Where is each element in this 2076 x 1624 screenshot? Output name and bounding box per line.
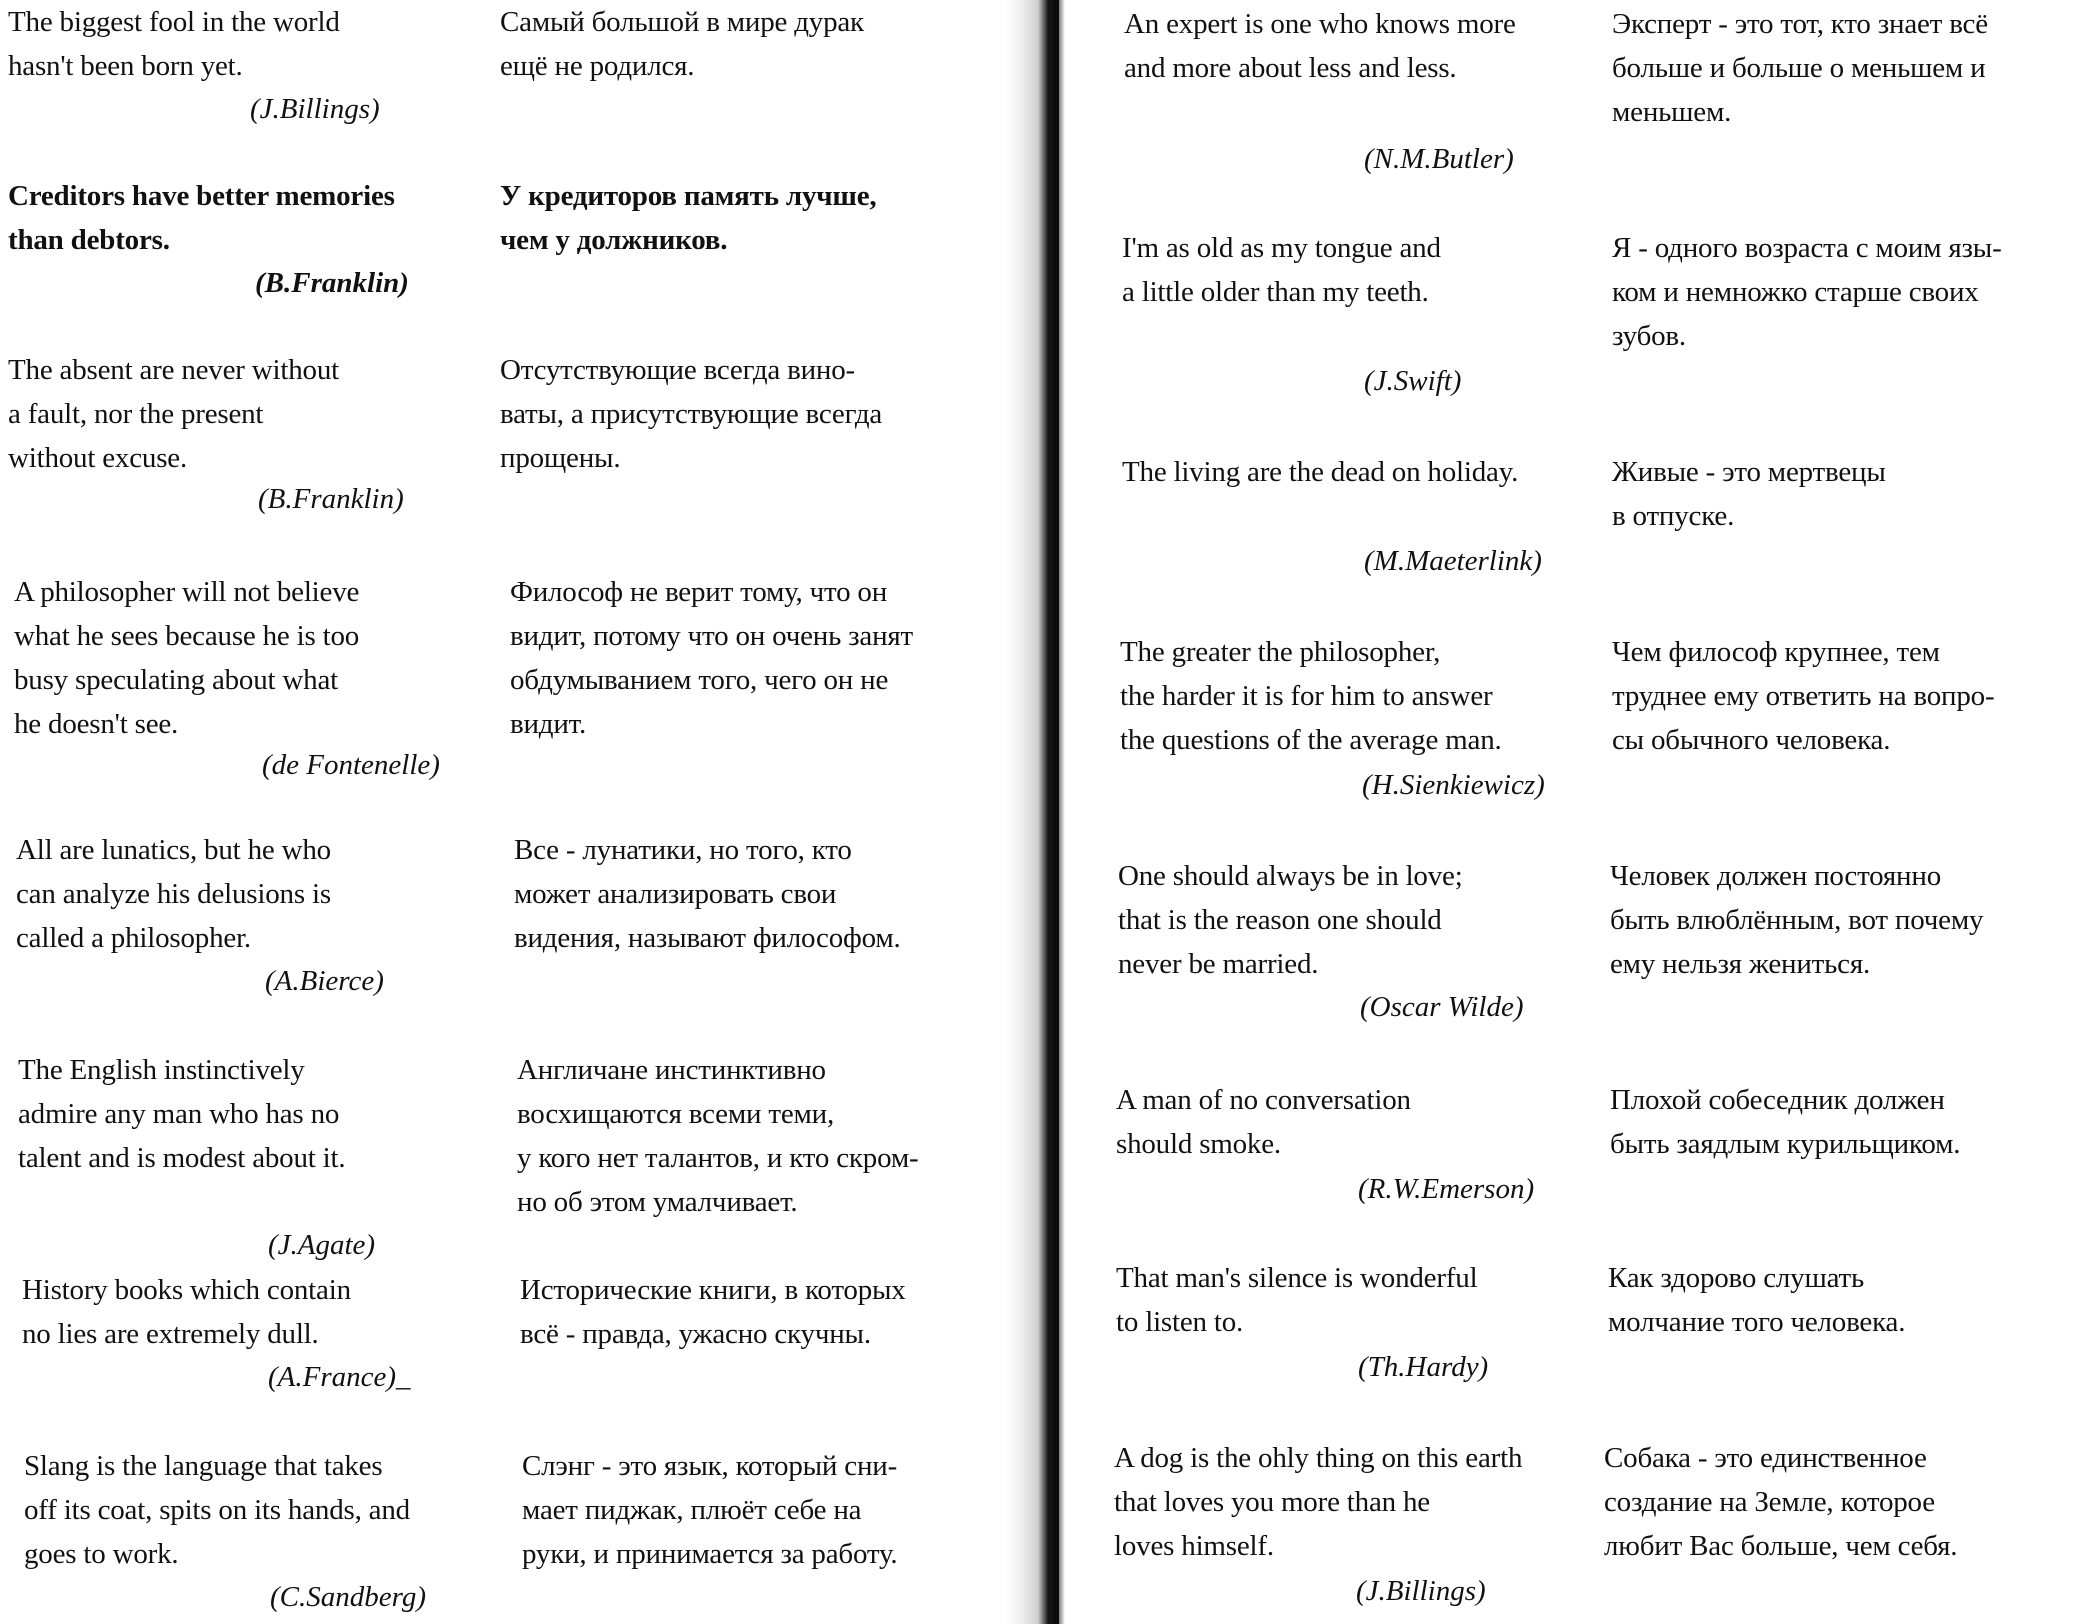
quote-line: can analyze his delusions is — [16, 878, 331, 910]
quote-russian — [510, 570, 1030, 746]
quote-line: зубов. — [1612, 320, 1686, 352]
quote-line: than debtors. — [8, 224, 170, 256]
quote-english — [1124, 2, 1604, 90]
quote-line: Человек должен постоянно — [1610, 860, 1941, 892]
quote-line: and more about less and less. — [1124, 52, 1457, 84]
quote-line: руки, и принимается за работу. — [522, 1538, 898, 1570]
quote-russian — [517, 1048, 1037, 1224]
quote-line: never be married. — [1118, 948, 1319, 980]
quote-line: Собака - это единственное — [1604, 1442, 1927, 1474]
quote-author: (J.Swift) — [1364, 365, 1462, 397]
quote-russian — [1610, 1078, 2076, 1166]
quote-line: talent and is modest about it. — [18, 1142, 346, 1174]
quote-line: Все - лунатики, но того, кто — [514, 834, 852, 866]
quote-line: Самый большой в мире дурак — [500, 6, 864, 38]
quote-line: that loves you more than he — [1114, 1486, 1430, 1518]
quote-russian — [500, 0, 1020, 88]
quote-line: a little older than my teeth. — [1122, 276, 1429, 308]
quote-author: (A.France)_ — [268, 1361, 411, 1393]
quote-english — [1122, 226, 1602, 314]
quote-line: ему нельзя жениться. — [1610, 948, 1871, 980]
quote-line: Creditors have better memories — [8, 180, 395, 212]
quote-line: Как здорово слушать — [1608, 1262, 1864, 1294]
quote-line: That man's silence is wonderful — [1116, 1262, 1478, 1294]
quote-line: ком и немножко старше своих — [1612, 276, 1979, 308]
quote-author: (J.Billings) — [250, 93, 380, 125]
quote-line: the questions of the average man. — [1120, 724, 1502, 756]
quote-russian — [1612, 630, 2076, 762]
quote-line: создание на Земле, которое — [1604, 1486, 1935, 1518]
quote-english — [8, 348, 488, 480]
quote-author: (N.M.Butler) — [1364, 143, 1514, 175]
quote-line: An expert is one who knows more — [1124, 8, 1516, 40]
quote-line: A man of no conversation — [1116, 1084, 1411, 1116]
quote-english — [1120, 630, 1600, 762]
quote-line: without excuse. — [8, 442, 188, 474]
quote-author: (A.Bierce) — [265, 965, 384, 997]
quote-line: У кредиторов память лучше, — [500, 180, 877, 212]
quote-line: A philosopher will not believe — [14, 576, 360, 608]
quote-english — [22, 1268, 502, 1356]
quote-line: быть заядлым курильщиком. — [1610, 1128, 1961, 1160]
quote-english — [1118, 854, 1598, 986]
quote-line: The absent are never without — [8, 354, 339, 386]
quote-author: (M.Maeterlink) — [1364, 545, 1542, 577]
quote-line: Эксперт - это тот, кто знает всё — [1612, 8, 1988, 40]
quote-line: The biggest fool in the world — [8, 6, 340, 38]
quote-line: обдумыванием того, чего он не — [510, 664, 889, 696]
quote-line: в отпуске. — [1612, 500, 1735, 532]
quote-line: no lies are extremely dull. — [22, 1318, 319, 1350]
quote-line: но об этом умалчивает. — [517, 1186, 798, 1218]
quote-line: the harder it is for him to answer — [1120, 680, 1493, 712]
quote-line: admire any man who has no — [18, 1098, 340, 1130]
quote-line: loves himself. — [1114, 1530, 1274, 1562]
right-page — [1060, 0, 2076, 1624]
quote-line: goes to work. — [24, 1538, 179, 1570]
quote-line: Отсутствующие всегда вино- — [500, 354, 856, 386]
quote-line: молчание того человека. — [1608, 1306, 1906, 1338]
quote-russian — [500, 174, 1020, 262]
quote-english — [1122, 450, 1602, 494]
quote-english — [1116, 1078, 1596, 1166]
quote-line: I'm as old as my tongue and — [1122, 232, 1441, 264]
quote-line: видит, потому что он очень занят — [510, 620, 914, 652]
quote-line: off its coat, spits on its hands, and — [24, 1494, 410, 1526]
quote-line: a fault, nor the present — [8, 398, 264, 430]
quote-line: мает пиджак, плюёт себе на — [522, 1494, 862, 1526]
quote-line: busy speculating about what — [14, 664, 339, 696]
quote-russian — [1612, 2, 2076, 134]
quote-russian — [1610, 854, 2076, 986]
quote-line: he doesn't see. — [14, 708, 179, 740]
quote-author: (B.Franklin) — [258, 483, 404, 515]
quote-line: Философ не верит тому, что он — [510, 576, 888, 608]
quote-line: ваты, а присутствующие всегда — [500, 398, 883, 430]
quote-line: быть влюблённым, вот почему — [1610, 904, 1984, 936]
quote-line: Исторические книги, в которых — [520, 1274, 906, 1306]
quote-line: The greater the philosopher, — [1120, 636, 1441, 668]
quote-line: ещё не родился. — [500, 50, 695, 82]
quote-line: может анализировать свои — [514, 878, 837, 910]
quote-russian — [520, 1268, 1040, 1356]
quote-line: Чем философ крупнее, тем — [1612, 636, 1940, 668]
quote-author: (Th.Hardy) — [1358, 1351, 1489, 1383]
quote-line: видит. — [510, 708, 587, 740]
quote-russian — [1612, 226, 2076, 358]
quote-line: that is the reason one should — [1118, 904, 1442, 936]
quote-russian — [500, 348, 1020, 480]
quote-line: Живые - это мертвецы — [1612, 456, 1886, 488]
quote-line: видения, называют философом. — [514, 922, 901, 954]
quote-english — [8, 174, 488, 262]
quote-line: Англичане инстинктивно — [517, 1054, 826, 1086]
quote-author: (C.Sandberg) — [270, 1581, 426, 1613]
quote-line: what he sees because he is too — [14, 620, 360, 652]
quote-russian — [522, 1444, 1042, 1576]
quote-line: Slang is the language that takes — [24, 1450, 383, 1482]
quote-line: труднее ему ответить на вопро- — [1612, 680, 1995, 712]
quote-author: (J.Billings) — [1356, 1575, 1486, 1607]
quote-english — [16, 828, 496, 960]
quote-english — [24, 1444, 504, 1576]
quote-line: to listen to. — [1116, 1306, 1244, 1338]
quote-english — [8, 0, 488, 88]
quote-line: всё - правда, ужасно скучны. — [520, 1318, 871, 1350]
quote-author: (de Fontenelle) — [262, 749, 440, 781]
quote-russian — [514, 828, 1034, 960]
quote-author: (H.Sienkiewicz) — [1362, 769, 1545, 801]
quote-english — [1114, 1436, 1594, 1568]
quote-line: One should always be in love; — [1118, 860, 1463, 892]
quote-line: The English instinctively — [18, 1054, 305, 1086]
quote-line: чем у должников. — [500, 224, 728, 256]
quote-author: (Oscar Wilde) — [1360, 991, 1524, 1023]
quote-line: The living are the dead on holiday. — [1122, 456, 1519, 488]
quote-line: прощены. — [500, 442, 621, 474]
quote-line: больше и больше о меньшем и — [1612, 52, 1986, 84]
quote-line: History books which contain — [22, 1274, 351, 1306]
quote-line: should smoke. — [1116, 1128, 1281, 1160]
quote-line: любит Вас больше, чем себя. — [1604, 1530, 1958, 1562]
quote-line: All are lunatics, but he who — [16, 834, 331, 866]
quote-line: у кого нет талантов, и кто скром- — [517, 1142, 919, 1174]
quote-english — [14, 570, 494, 746]
quote-line: Плохой собеседник должен — [1610, 1084, 1945, 1116]
quote-line: сы обычного человека. — [1612, 724, 1891, 756]
quote-author: (R.W.Emerson) — [1358, 1173, 1535, 1205]
quote-line: восхищаются всеми теми, — [517, 1098, 835, 1130]
quote-russian — [1608, 1256, 2076, 1344]
quote-author: (J.Agate) — [268, 1229, 376, 1261]
quote-author: (B.Franklin) — [255, 267, 409, 299]
quote-english — [1116, 1256, 1596, 1344]
quote-line: A dog is the ohly thing on this earth — [1114, 1442, 1523, 1474]
quote-line: Слэнг - это язык, который сни- — [522, 1450, 898, 1482]
quote-english — [18, 1048, 498, 1180]
quote-russian — [1604, 1436, 2076, 1568]
quote-line: called a philosopher. — [16, 922, 251, 954]
quote-line: меньшем. — [1612, 96, 1732, 128]
quote-line: Я - одного возраста с моим язы- — [1612, 232, 2002, 264]
quote-line: hasn't been born yet. — [8, 50, 243, 82]
quote-russian — [1612, 450, 2076, 538]
